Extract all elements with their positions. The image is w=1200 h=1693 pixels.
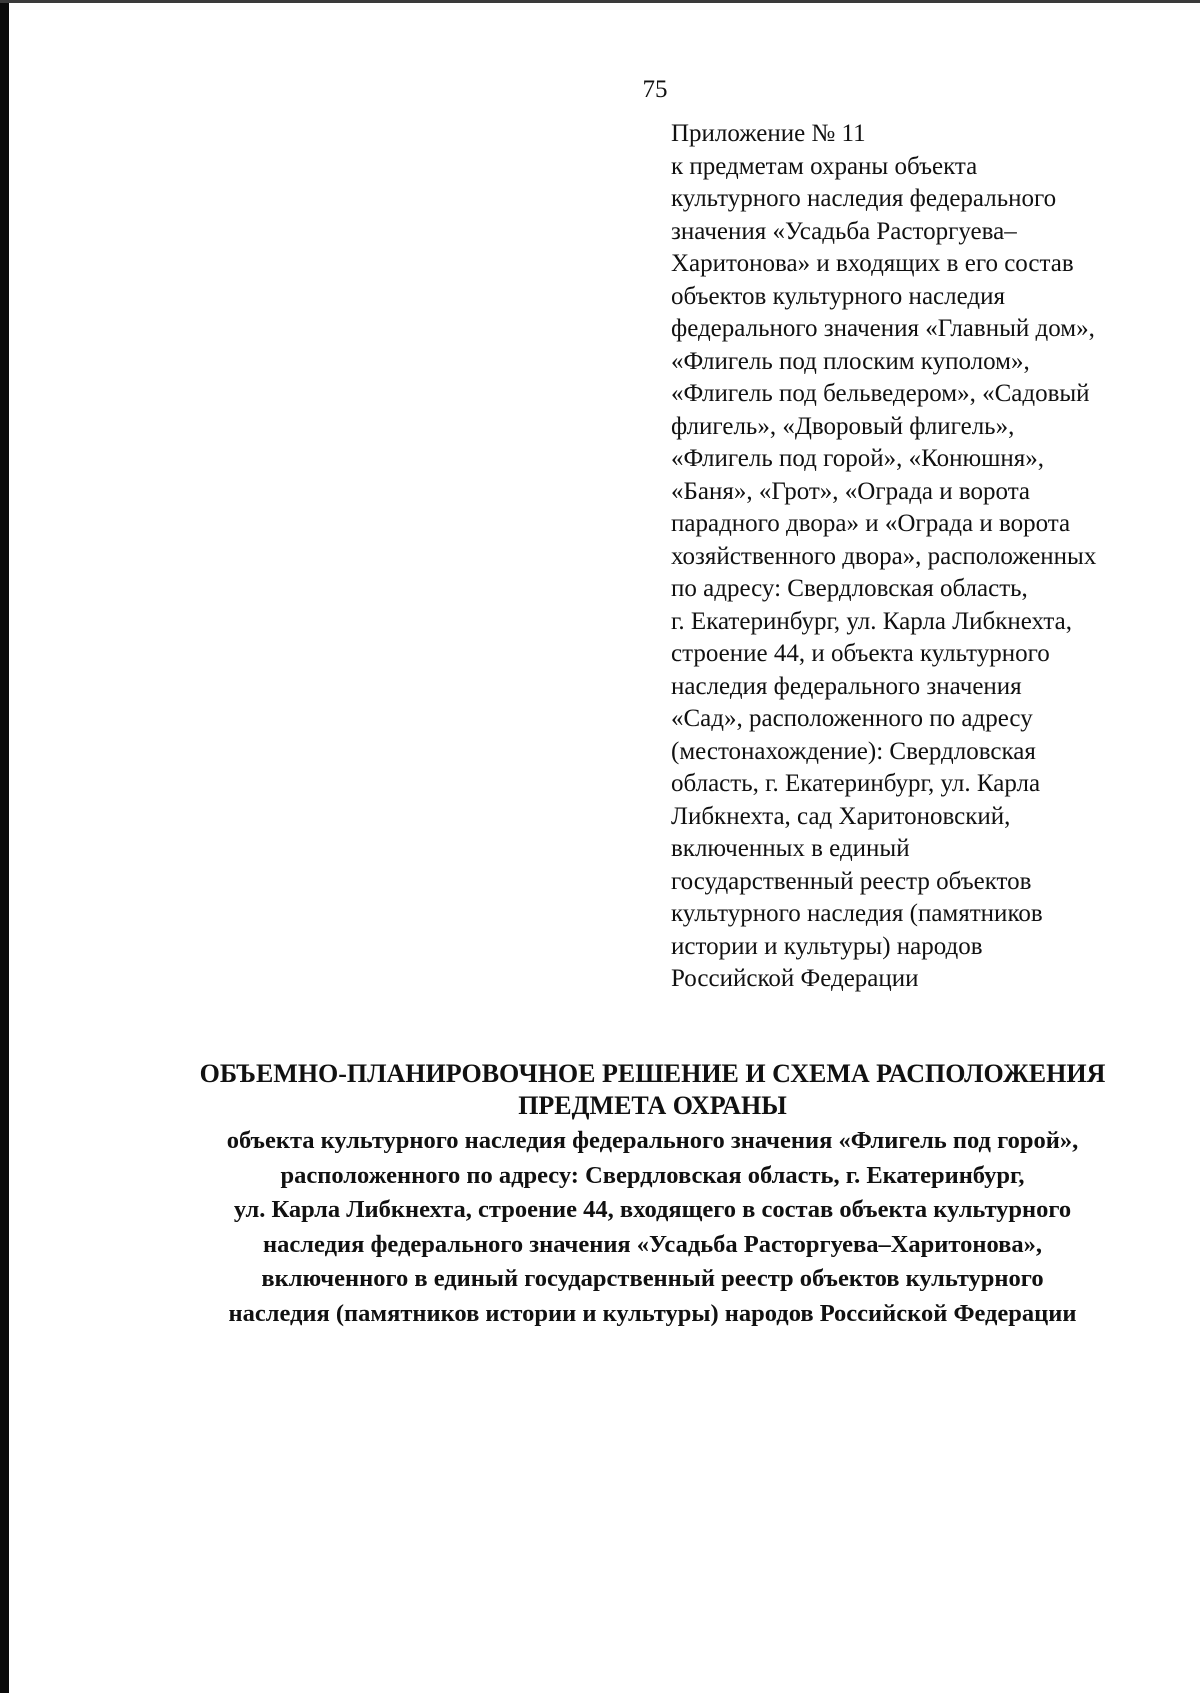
appendix-line: «Флигель под горой», «Конюшня», [671,445,1045,472]
heading-subtitle-line: ул. Карла Либкнехта, строение 44, входящего в состав объекта культурного [233,1196,1072,1223]
heading-subtitle-line: объекта культурного наследия федерального значения «Флигель под горой», [226,1127,1079,1154]
appendix-line: по адресу: Свердловская область, [671,575,1028,602]
heading-subtitle-line: включенного в единый государственный реестр объектов культурного [261,1265,1044,1292]
appendix-line: истории и культуры) народов [671,932,983,960]
appendix-line: Российской Федерации [671,965,919,992]
scan-border-top [0,0,1200,3]
appendix-line: парадного двора» и «Ограда и ворота [671,510,1071,537]
appendix-line: флигель», «Дворовый флигель», [671,412,1015,440]
appendix-line: к предметам охраны объекта [671,152,978,180]
appendix-line: область, г. Екатеринбург, ул. Карла [671,770,1041,797]
heading-title-line: ПРЕДМЕТА ОХРАНЫ [518,1091,787,1120]
heading-title-line: ОБЪЕМНО-ПЛАНИРОВОЧНОЕ РЕШЕНИЕ И СХЕМА РАСПОЛОЖЕНИЯ [199,1059,1106,1088]
appendix-line: г. Екатеринбург, ул. Карла Либкнехта, [671,607,1073,635]
appendix-line: объектов культурного наследия [671,282,1005,310]
appendix-line: включенных в единый [671,835,910,862]
appendix-line: «Флигель под бельведером», «Садовый [671,380,1090,407]
appendix-line: «Баня», «Грот», «Ограда и ворота [671,477,1031,505]
appendix-line: федерального значения «Главный дом», [671,315,1095,342]
heading-subtitle [120,1124,1185,1331]
appendix-line: Харитонова» и входящих в его состав [671,250,1074,277]
appendix-line: (местонахождение): Свердловская [671,737,1036,765]
appendix-line: «Флигель под плоским куполом», [671,347,1030,375]
appendix-line: Либкнехта, сад Харитоновский, [671,802,1011,830]
appendix-line: государственный реестр объектов [671,867,1032,895]
document-heading [120,1058,1185,1331]
appendix-line: культурного наследия федерального [671,185,1057,212]
heading-subtitle-line: наследия (памятников истории и культуры) народов Российской Федерации [228,1299,1077,1327]
appendix-line: «Сад», расположенного по адресу [671,705,1033,732]
appendix-line: значения «Усадьба Расторгуева– [671,217,1017,245]
appendix-line: Приложение № 11 [671,120,866,147]
appendix-line: строение 44, и объекта культурного [671,640,1050,667]
heading-subtitle-line: расположенного по адресу: Свердловская область, г. Екатеринбург, [280,1161,1025,1189]
appendix-line: наследия федерального значения [671,672,1022,700]
page-number: 75 [642,76,668,103]
appendix-block [671,118,1171,996]
appendix-line: хозяйственного двора», расположенных [671,542,1097,570]
appendix-line: культурного наследия (памятников [671,900,1043,927]
scan-border-left [0,0,9,1693]
heading-subtitle-line: наследия федерального значения «Усадьба Расторгуева–Харитонова», [263,1230,1042,1258]
